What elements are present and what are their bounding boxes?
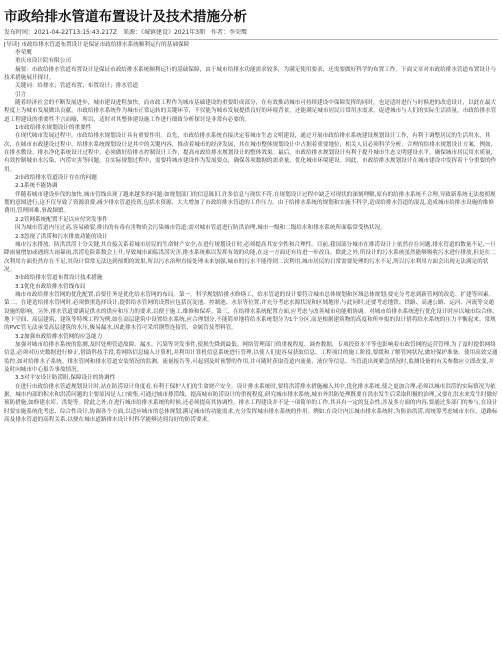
article-meta: 发布时间：2021-04-22T13:15:43.217Z 来源：《城镇建设》2021年3期 作者：李荣鹰: [4, 29, 248, 36]
section-2-3-heading: 2.3忽视了洪涝和污水排放功能的设计: [15, 233, 108, 240]
intro-heading: 引言: [15, 91, 27, 98]
section-3-3-paragraph: 在进行市政给排水管道规划设计时,站在防涝设计角度看,有利于保护人们的生命财产安全。设计排水系统时,要将洪涝排水措施融入其中,优化排水系统,使之更加合理,必须以城市洪涝的实际情况为依据。城市内部的积水和洪涝问题的主要原因是人口密集,可通过城市排涝线、提高城市防涝设计的重视程度,研究城市排水系统,城市外洪防处理既要在洪水发生后采取积极的治理,又要在洪水来发生时做好预防措施,如修建水库、洪堤等。除此之外,在进行城市给排水系统的时候,还必须提高其协调性。排水工程建设并不是一项简单的工作,其具有一定的复杂性,涉及多方面的内容,要通过多部门的参与,在设计时要实施系统化考虑、综合性设计,协调各个方面,以适应城市的总体规划,满足城市的功能需求,充分发挥城市排水系统的作用。例如,在设计内江城市排水系统时,为防治洪涝,需统筹考虑城市水位、道路标高及排水管道的高程关系,以便在城市道路排水设计时科学能够达到良好的防涝要求。: [4, 383, 498, 424]
author-name: 李荣鹰: [15, 49, 32, 56]
keywords: 关键词：给排水；管道布置；布置设计；排水管道: [15, 83, 139, 90]
author-affiliation: 重庆市设计院有限公司: [15, 58, 71, 65]
section-3-heading: 3市政给排水管道布置设计技术措施: [15, 275, 103, 282]
header-divider: [4, 39, 498, 40]
section-2-3-paragraph: 城市污水排放、防洪洪涝十分关键,其直接关系着城市居民的生命财产安全,在进行规划设计时,必须提高其安全性和合理性。目前,我国部分城市在排涝设计上依然存在问题,排水管道的数量不足,一旦降雨量增加或遇到大雨暴雨,洪涝危险系数会上升,导致城市面临洪涝灾害,排水系统难以发挥有效的功能,在这一方面还有待进一步改良。除此之外,所设计的污水系统虽然能够吸收污水进行排放,但是在二次利用方面仍然存在不足,其设计常常无法达到预期的效果,所以污水治理直接处理未来加强,城市的污水不能得到二次利用,城市居民的日常需要处理的污水不足,所以污水利用方面会出现无法满足的状况。: [4, 241, 496, 273]
section-2-1-paragraph: 伴随着城市建设步伐的加快,城市管线出现了越来越多的问题:如规划部门的信息陈旧,许多信息与现状不符,在规划设计过程中缺乏对现状的深刻理解,原有的给排水系统不合理,导致新系统无法按照规划的意图进行,这不仅导致了资源浪费,减少排水管道投资,包括水资源、大大增加了市政给排水管道的工作压力。由于给排水系统的规划和实施不科学,造成给排水管道的混乱,造成城市给排水设施的维修费用,管理困难,事故频繁。: [4, 191, 496, 215]
section-3-1-paragraph: 城市市政给排水管网的优化配置,首要任务是优化给水管网的布局。第一，科学规划给排水修缮工，给水管道的设计要符合城市总体规划和区域总体规划,要充分考虑到新管网的改造、扩建等因素。第二，在建造给排水管网时,必须慎重选择设计,提供给水管网的设置应包括沉淀池、控制池、水泵等位置,并充分考虑水源状况和区域地形,与此同时,还要考虑地铁、铁路、高速公路、运河、河流等交通设施的影响。另外,排水管道要满足供水的供应和压力的要求,以便于施工,维修和保养。第三，在给排水系统配置方面,应考虑与改善城市功能相协调。对城市给排水系统进行优化设计时应以城市综合体、地下空间、高层建筑、建筑等特殊工程为例,如在高层建筑中设置给水系统,应合理划分,不能简单地将给水系统划分为1个分区,而是根据建筑物的高度和所申报的设计借将给水系统的压力平衡起来。常规的PVC管无法承受高层建筑的水压,极易漏水,因此排水管可采用钢塑连接管、金属管及塑料管。: [4, 291, 498, 332]
section-3-2-paragraph: 加强对城市给排水系统的监测,及时处理管道故障、漏水、污染等突发事件,使损失降到最低。网络管理部门的重视程度、调查数据、专项投资水平等也影响着市政管网的运营管理,为了及时提供网络信息,必须对历史数据进行修正,借助科技手段,将网络信息输入计算机,并利用计算机信息系统进行管理,以使人们更容易获取信息。工程项目的施工阶段,要缓和了解管网状况,做好保护准备。使用高效交通监控,如对给排水子系统、排水管网和排水管道安装情况的监测、流量报告等,可起到及时预警的作用,并可随时获取管道内流量、液位等信息。当管道出现紧急情况时,监测设备的有关参数应立即改变,并及时向城市中心报告事故情况。: [4, 341, 498, 373]
section-2-2-heading: 2.2管网系统配置不足以应付突发事件: [15, 216, 108, 223]
abstract: 摘要：市政给排水管道布置设计是保证市政给排水系统顺利运行的基础保障，由于城市给排水功能需求较多，为满足使用要求，还需要做好科学的布置工作。下面文章对市政给排水管道布置设计与技术措施展开探讨。: [4, 66, 497, 81]
intro-paragraph: 随着经济社会的不断发展进步，城市建设进程加快，而市政工程作为城市基础建设的重要组成部分，在有效推动城市可持续建设中保障发挥的同时，也是适时进行与时俱进的改造设计，以此在最大程度上为城市发展做出贡献。市政给排水系统作为城市正常运转的关键环节，不仅能为城市发展提供良好的环境背景，还能满足城市居民日常用水需求，促进城市与人们的实际生活质量。市政给排水管道工程建设的重要性不言而喻，所以，适时对其整体建设施工作进行细致分析探讨是非常有必要的。: [4, 100, 497, 123]
section-1-paragraph: 在现代城市发展过程中，市政给排水规划设计具有重要作用。首先，市政给排水系统直接决定着城市生态文明建设，通过开展市政给排水系统建设规划设计工作，有利于调整居民的生活用水，其次，在城市市政建设过程中，给排水系统规划设计是其中的关键内容，推动着城市的经济发展，其在城市整体规划设计中占据着重要地位，相关人员必须科学分析，合理的给排水规划设计方案，例如，在排水敷设、排水净化系统设计过程中，必须做好给排水控制设计工作，提高市政给排水规划设计的整体效果。最后，市政给排水规划设计有利于提升城市生态文明建设水平，确保城市居民用水质量，有效控制城市水污染、内涝灾害等问题。在实际规划过程中，需要将城市建设作为发展要点，确保各项数据的需求量，优化城市环境建设。因此，市政给排水规划设计在城市建设中发挥着十分重要的作用。: [4, 133, 497, 173]
section-2-2-paragraph: 因为城市管道内压过高,容易破裂,排出的有毒有害物质会污染城市管道;需对城市管道进行防洪治理,城市一级和二级给水和排水系统所面临常受热状况。: [15, 225, 386, 232]
section-2-heading: 2市政给排水管道设计存在的问题: [15, 175, 97, 182]
section-1-heading: 1市政给排水规划设计的重要性: [15, 125, 92, 132]
section-3-3-heading: 3.3对平安设计防涝阻,保障设计的协调性: [15, 375, 116, 382]
section-3-2-heading: 3.2加强市政给排水管网的应急能力: [15, 333, 103, 340]
section-3-1-heading: 3.1优化市政给排水管线布局: [15, 283, 86, 290]
section-2-1-heading: 2.1系统不能协调: [15, 183, 58, 190]
article-title: 市政给排水管道布置设计及技术措施分析: [4, 9, 247, 25]
guide-text: [导读] 市政给排水管道布置设计是保证市政给排水系统顺利运行的基础保障: [4, 41, 190, 48]
